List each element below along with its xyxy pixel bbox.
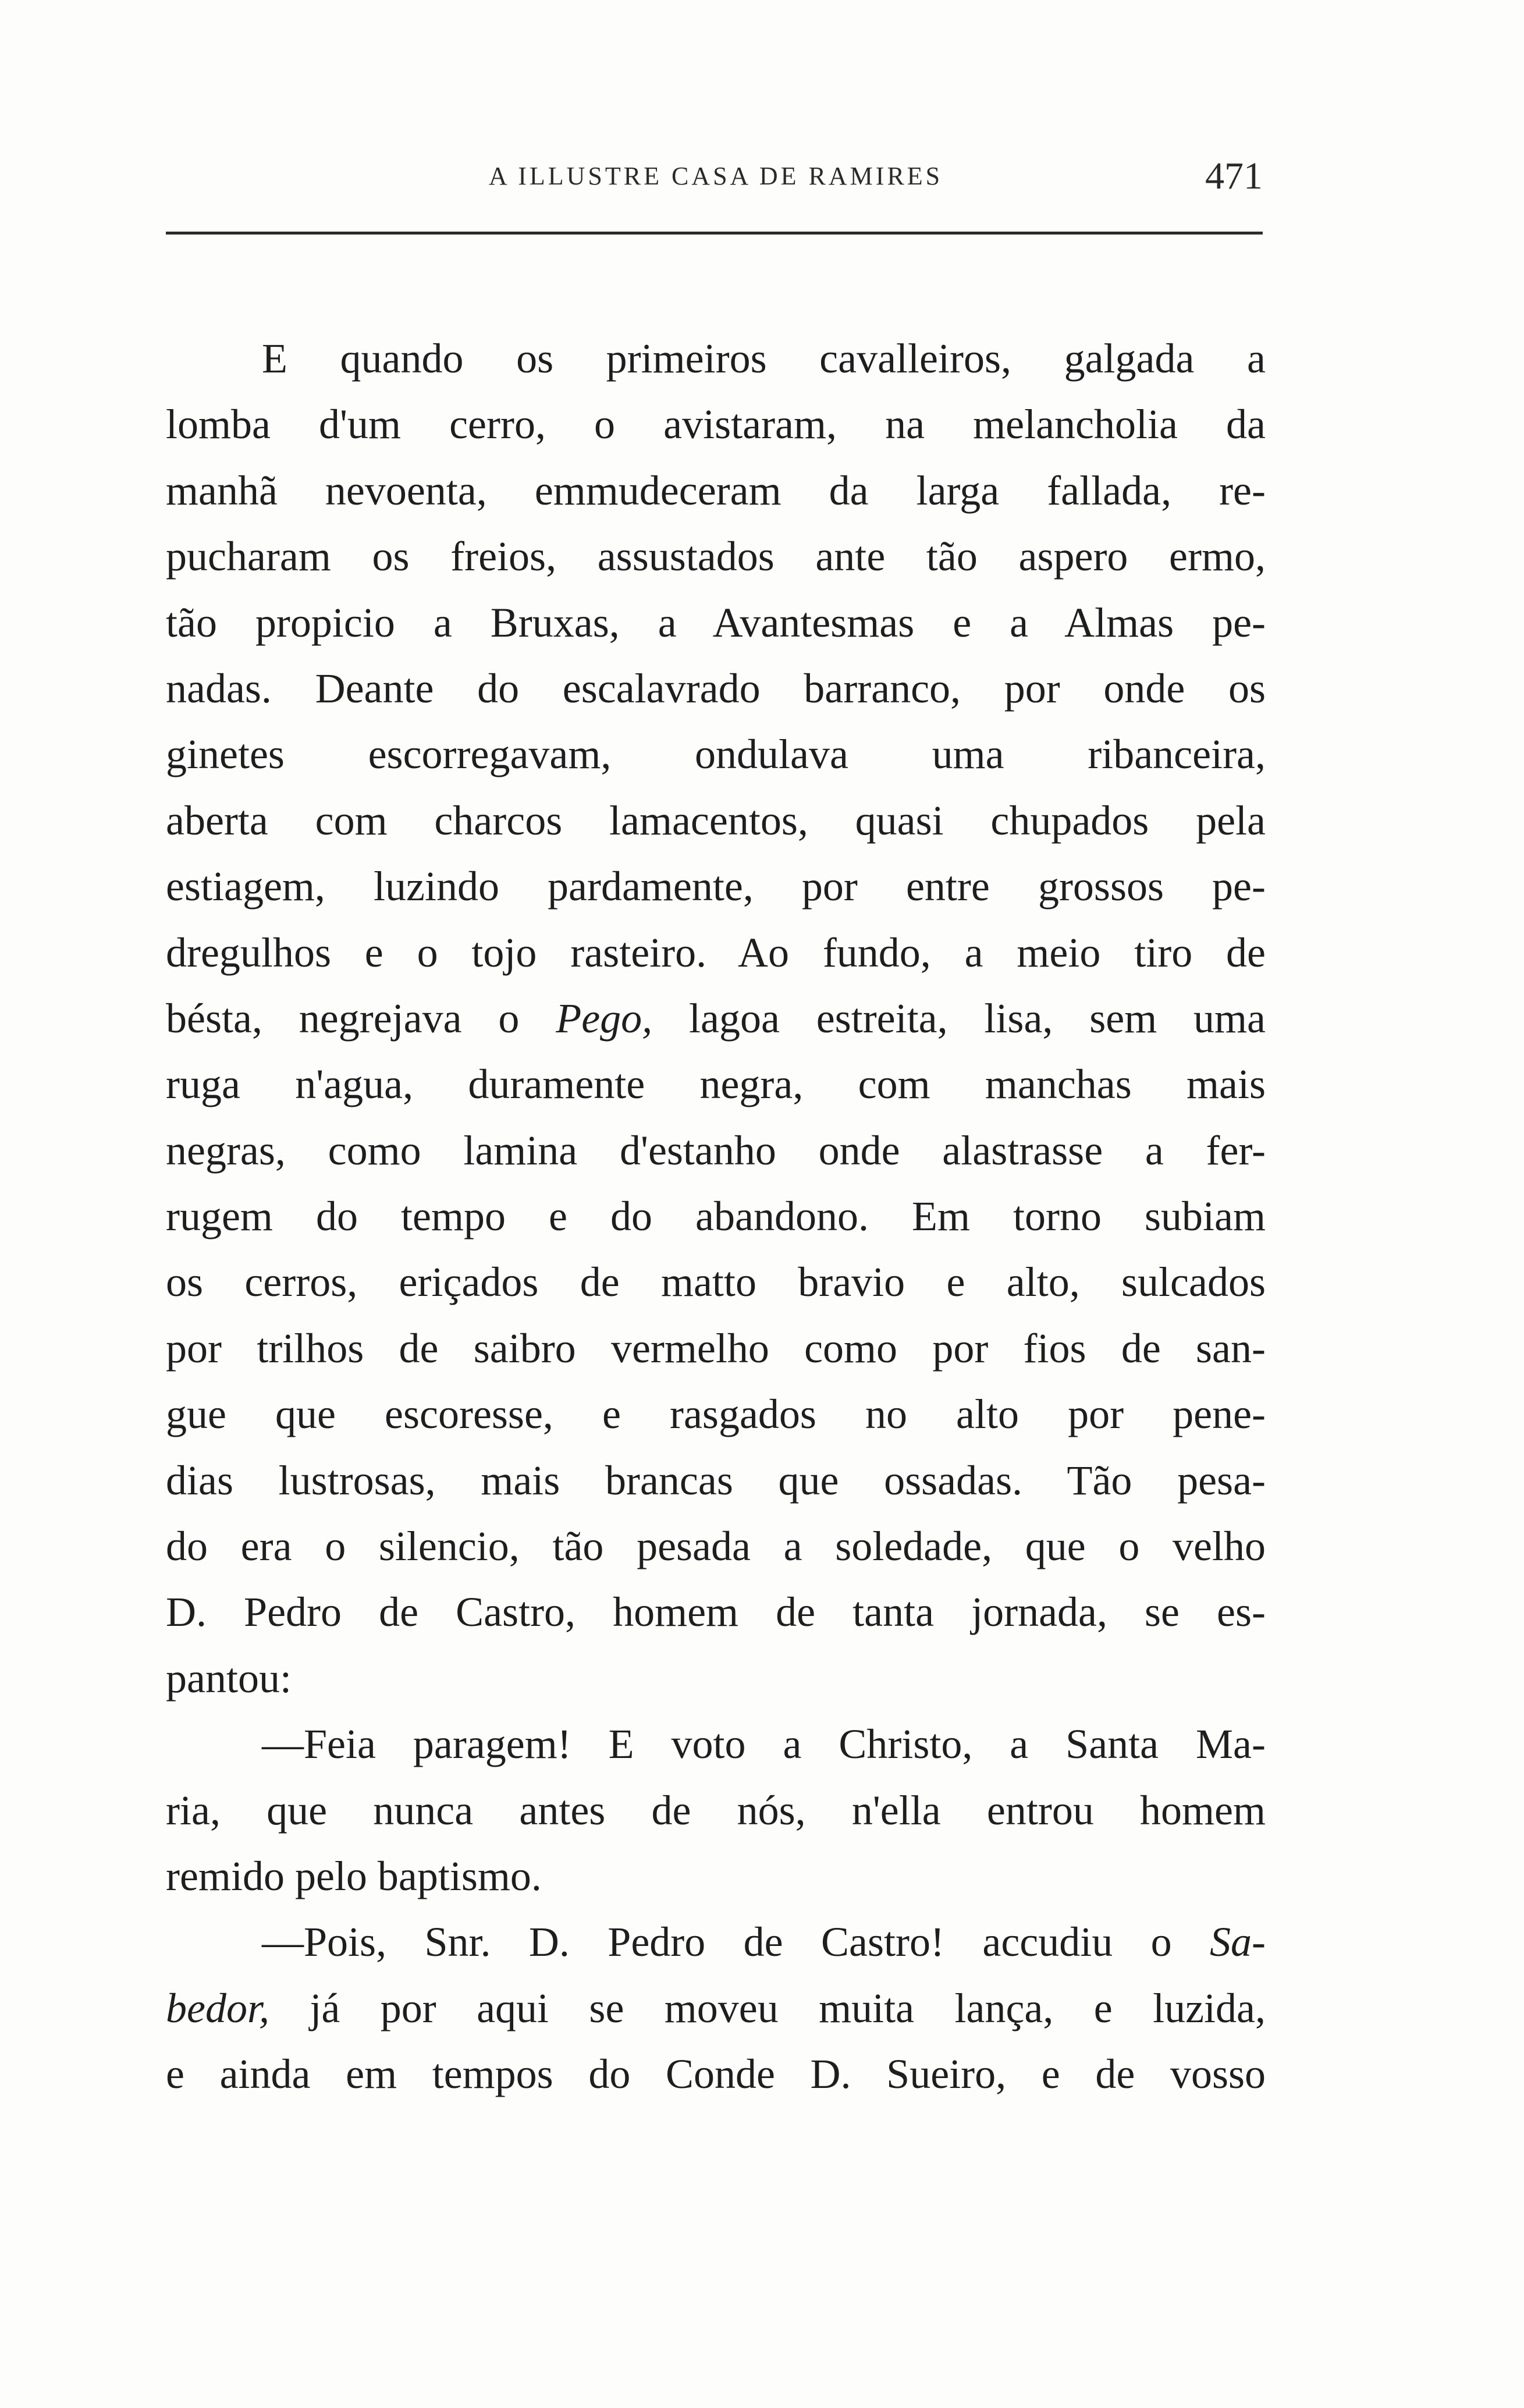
text-line: e ainda em tempos do Conde D. Sueiro, e de vosso: [166, 2051, 1266, 2098]
text-line: [166, 986, 1266, 1052]
text-line: [166, 1909, 1266, 1975]
text-line: aberta com charcos lamacentos, quasi chupados pela: [166, 797, 1266, 844]
text-fragment: lagoa estreita, lisa, sem uma: [652, 995, 1266, 1042]
text-line: pantou:: [166, 1654, 292, 1702]
text-line: ginetes escorregavam, ondulava uma ribanceira,: [166, 731, 1266, 778]
text-line: E quando os primeiros cavalleiros, galgada a: [262, 335, 1266, 382]
page-number: 471: [1205, 155, 1263, 197]
text-line: gue que escoresse, e rasgados no alto por pene-: [166, 1391, 1266, 1438]
text-line: pucharam os freios, assustados ante tão aspero ermo,: [166, 533, 1266, 580]
text-line: os cerros, eriçados de matto bravio e alto, sulcados: [166, 1259, 1266, 1306]
text-line: —Feia paragem! E voto a Christo, a Santa Ma-: [262, 1721, 1266, 1768]
text-line: dias lustrosas, mais brancas que ossadas. Tão pesa-: [166, 1457, 1266, 1504]
text-line: manhã nevoenta, emmudeceram da larga fallada, re-: [166, 467, 1266, 514]
text-line: dregulhos e o tojo rasteiro. Ao fundo, a meio tiro de: [166, 929, 1266, 976]
running-head: [169, 154, 1263, 201]
text-line: ria, que nunca antes de nós, n'ella entrou homem: [166, 1787, 1266, 1834]
text-line: rugem do tempo e do abandono. Em torno subiam: [166, 1193, 1266, 1240]
text-line: tão propicio a Bruxas, a Avantesmas e a Almas pe-: [166, 599, 1266, 646]
text-line: ruga n'agua, duramente negra, com manchas mais: [166, 1061, 1266, 1108]
text-fragment: já por aqui se moveu muita lança, e luzida,: [269, 1984, 1266, 2031]
text-line: D. Pedro de Castro, homem de tanta jornada, se es-: [166, 1589, 1266, 1636]
text-line: remido pelo baptismo.: [166, 1852, 542, 1899]
header-rule: [166, 232, 1263, 235]
text-fragment: —Pois, Snr. D. Pedro de Castro! accudiu o: [262, 1919, 1210, 1966]
text-fragment: bésta, negrejava o: [166, 995, 556, 1042]
text-line: por trilhos de saibro vermelho como por fios de san-: [166, 1324, 1266, 1372]
text-line: nadas. Deante do escalavrado barranco, por onde os: [166, 665, 1266, 712]
italic-word-pego: Pego,: [556, 995, 653, 1042]
text-line: negras, como lamina d'estanho onde alastrasse a fer-: [166, 1127, 1266, 1174]
text-line: [166, 1976, 1266, 2041]
running-title: A ILLUSTRE CASA DE RAMIRES: [488, 162, 943, 190]
text-line: estiagem, luzindo pardamente, por entre grossos pe-: [166, 863, 1266, 910]
italic-word-sabedor: Sa-: [1210, 1919, 1266, 1966]
text-line: lomba d'um cerro, o avistaram, na melancholia da: [166, 401, 1266, 448]
italic-word-sabedor: bedor,: [166, 1984, 269, 2031]
body-text: [166, 326, 1266, 2108]
text-line: do era o silencio, tão pesada a soledade, que o velho: [166, 1523, 1266, 1570]
